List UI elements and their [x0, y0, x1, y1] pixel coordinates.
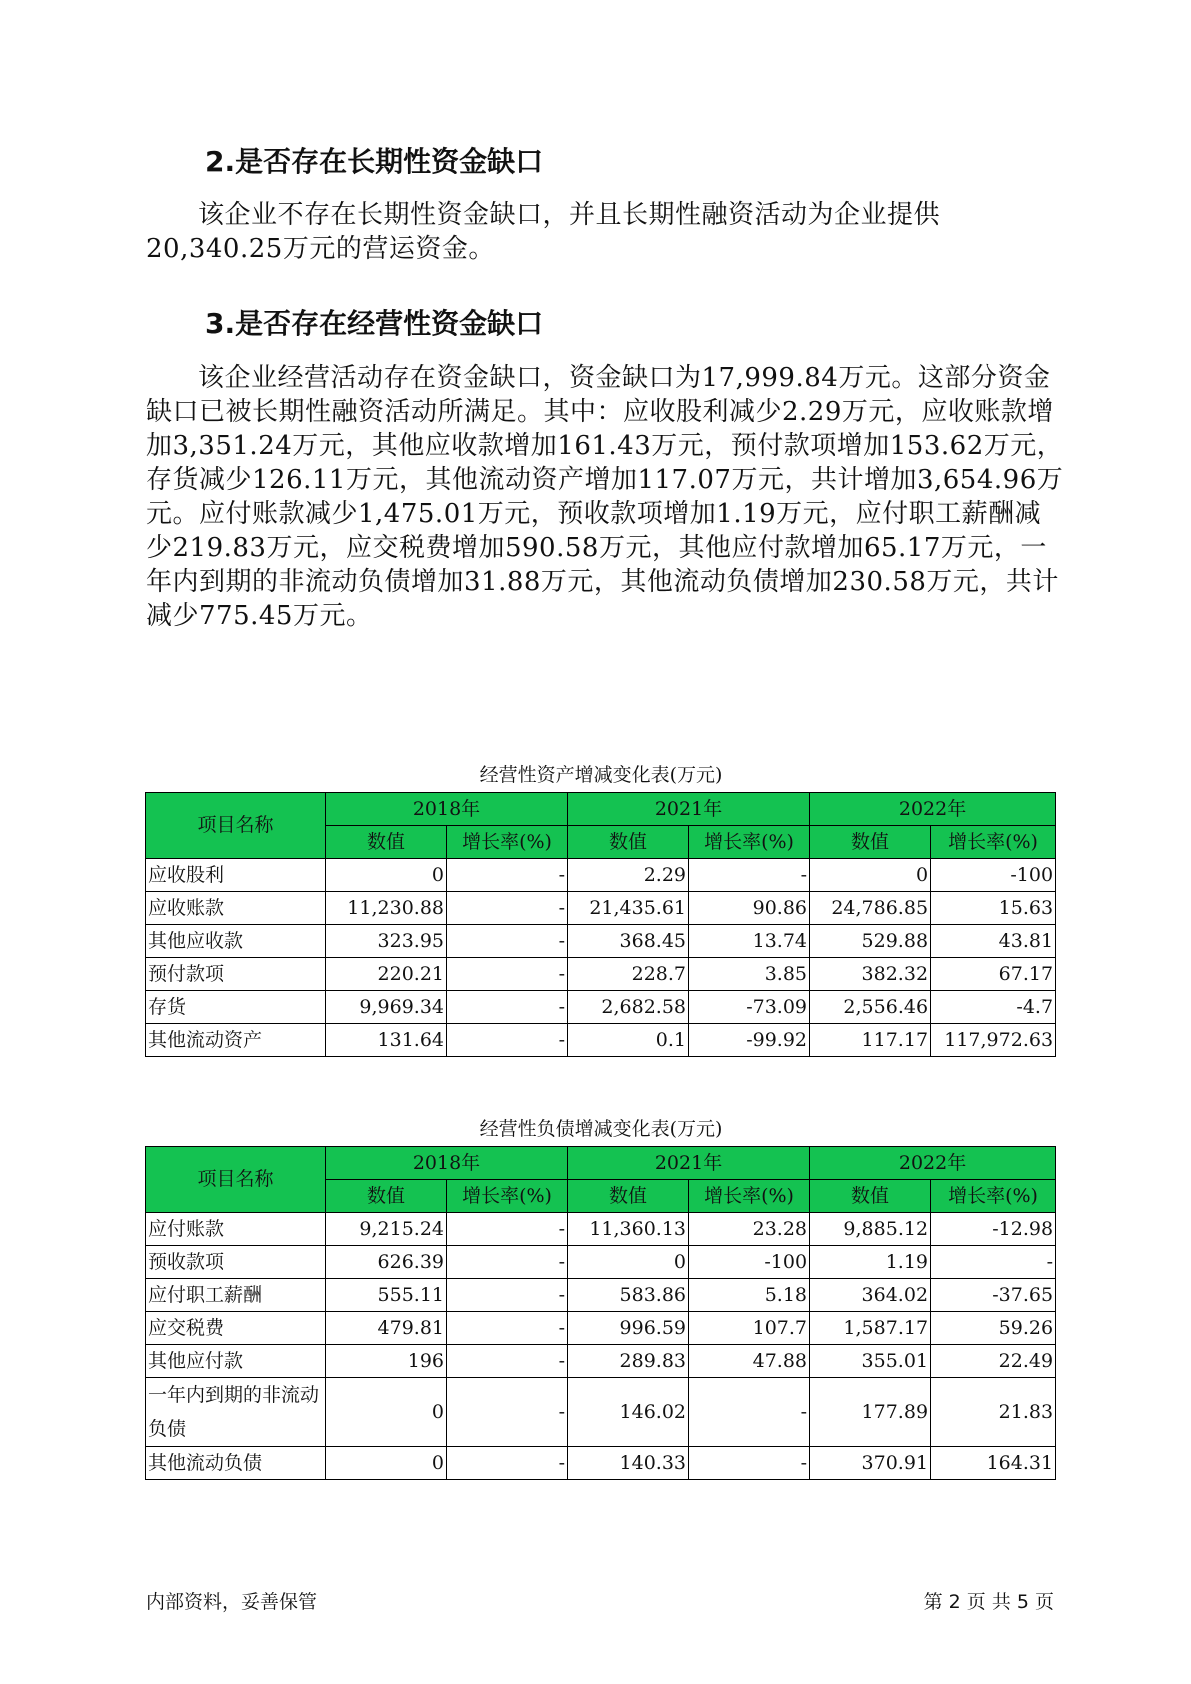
value-cell: 9,969.34 — [326, 991, 447, 1024]
value-cell: 2,556.46 — [810, 991, 931, 1024]
table-row — [146, 1378, 1056, 1447]
growth-rate-header: 增长率(%) — [447, 1180, 568, 1213]
growth-rate-cell: - — [447, 958, 568, 991]
growth-rate-cell: 59.26 — [931, 1312, 1056, 1345]
value-cell: 583.86 — [568, 1279, 689, 1312]
growth-rate-cell: - — [447, 1246, 568, 1279]
value-cell: 0 — [568, 1246, 689, 1279]
value-cell: 529.88 — [810, 925, 931, 958]
value-cell: 11,360.13 — [568, 1213, 689, 1246]
year-header: 2018年 — [326, 793, 568, 826]
operating-liabilities-table — [145, 1146, 1056, 1480]
confidential-note: 内部资料，妥善保管 — [146, 1591, 318, 1613]
growth-rate-header: 增长率(%) — [931, 1180, 1056, 1213]
growth-rate-cell: -100 — [689, 1246, 810, 1279]
value-header: 数值 — [810, 826, 931, 859]
year-header: 2021年 — [568, 793, 810, 826]
value-cell: 0 — [326, 1378, 447, 1447]
value-cell: 140.33 — [568, 1447, 689, 1480]
growth-rate-cell: - — [447, 1024, 568, 1057]
value-cell: 0 — [810, 859, 931, 892]
value-header: 数值 — [326, 1180, 447, 1213]
section-2-body: 该企业不存在长期性资金缺口，并且长期性融资活动为企业提供20,340.25万元的营运资金。 — [146, 200, 941, 264]
growth-rate-header: 增长率(%) — [931, 826, 1056, 859]
growth-rate-cell: 22.49 — [931, 1345, 1056, 1378]
table-2-caption: 经营性负债增减变化表(万元) — [479, 1118, 723, 1140]
item-name-header: 项目名称 — [146, 793, 326, 859]
growth-rate-cell: 23.28 — [689, 1213, 810, 1246]
value-cell: 117.17 — [810, 1024, 931, 1057]
row-label: 应付账款 — [146, 1213, 326, 1246]
page-number: 第 2 页 共 5 页 — [923, 1591, 1054, 1613]
growth-rate-cell: -100 — [931, 859, 1056, 892]
table-row — [146, 991, 1056, 1024]
value-cell: 1,587.17 — [810, 1312, 931, 1345]
growth-rate-cell: - — [689, 1447, 810, 1480]
value-cell: 21,435.61 — [568, 892, 689, 925]
year-header: 2021年 — [568, 1147, 810, 1180]
value-cell: 323.95 — [326, 925, 447, 958]
value-cell: 177.89 — [810, 1378, 931, 1447]
value-cell: 220.21 — [326, 958, 447, 991]
value-header: 数值 — [326, 826, 447, 859]
table-row — [146, 859, 1056, 892]
growth-rate-cell: - — [447, 1312, 568, 1345]
table-row — [146, 958, 1056, 991]
row-label: 一年内到期的非流动负债 — [146, 1378, 326, 1447]
growth-rate-header: 增长率(%) — [689, 1180, 810, 1213]
row-label: 其他应收款 — [146, 925, 326, 958]
table-row — [146, 1345, 1056, 1378]
value-cell: 2,682.58 — [568, 991, 689, 1024]
growth-rate-cell: 47.88 — [689, 1345, 810, 1378]
value-cell: 382.32 — [810, 958, 931, 991]
growth-rate-cell: - — [447, 1345, 568, 1378]
table-row — [146, 1024, 1056, 1057]
growth-rate-cell: 90.86 — [689, 892, 810, 925]
growth-rate-cell: -4.7 — [931, 991, 1056, 1024]
value-cell: 228.7 — [568, 958, 689, 991]
section-3-heading: 3.是否存在经营性资金缺口 — [205, 307, 544, 340]
value-header: 数值 — [568, 1180, 689, 1213]
growth-rate-cell: 107.7 — [689, 1312, 810, 1345]
growth-rate-cell: - — [931, 1246, 1056, 1279]
table-row — [146, 1279, 1056, 1312]
growth-rate-cell: 117,972.63 — [931, 1024, 1056, 1057]
value-cell: 2.29 — [568, 859, 689, 892]
table-row — [146, 892, 1056, 925]
value-cell: 370.91 — [810, 1447, 931, 1480]
row-label: 应付职工薪酬 — [146, 1279, 326, 1312]
growth-rate-cell: 5.18 — [689, 1279, 810, 1312]
value-cell: 0 — [326, 1447, 447, 1480]
growth-rate-cell: - — [689, 859, 810, 892]
row-label: 其他流动负债 — [146, 1447, 326, 1480]
row-label: 预收款项 — [146, 1246, 326, 1279]
growth-rate-cell: - — [447, 1447, 568, 1480]
growth-rate-cell: -73.09 — [689, 991, 810, 1024]
value-header: 数值 — [568, 826, 689, 859]
growth-rate-cell: - — [447, 1279, 568, 1312]
row-label: 预付款项 — [146, 958, 326, 991]
table-1-caption: 经营性资产增减变化表(万元) — [479, 764, 723, 786]
growth-rate-cell: 3.85 — [689, 958, 810, 991]
row-label: 存货 — [146, 991, 326, 1024]
value-cell: 0.1 — [568, 1024, 689, 1057]
growth-rate-cell: - — [447, 859, 568, 892]
year-header: 2022年 — [810, 793, 1056, 826]
growth-rate-cell: -37.65 — [931, 1279, 1056, 1312]
value-cell: 9,215.24 — [326, 1213, 447, 1246]
growth-rate-cell: - — [447, 892, 568, 925]
table-row — [146, 1213, 1056, 1246]
operating-assets-table — [145, 792, 1056, 1057]
value-cell: 9,885.12 — [810, 1213, 931, 1246]
growth-rate-cell: 164.31 — [931, 1447, 1056, 1480]
value-cell: 996.59 — [568, 1312, 689, 1345]
value-cell: 131.64 — [326, 1024, 447, 1057]
section-2-heading: 2.是否存在长期性资金缺口 — [205, 145, 544, 178]
growth-rate-cell: 21.83 — [931, 1378, 1056, 1447]
row-label: 应收账款 — [146, 892, 326, 925]
item-name-header: 项目名称 — [146, 1147, 326, 1213]
growth-rate-cell: -99.92 — [689, 1024, 810, 1057]
growth-rate-cell: - — [689, 1378, 810, 1447]
growth-rate-header: 增长率(%) — [447, 826, 568, 859]
growth-rate-cell: 43.81 — [931, 925, 1056, 958]
value-cell: 196 — [326, 1345, 447, 1378]
row-label: 其他应付款 — [146, 1345, 326, 1378]
row-label: 应收股利 — [146, 859, 326, 892]
growth-rate-cell: 67.17 — [931, 958, 1056, 991]
value-cell: 479.81 — [326, 1312, 447, 1345]
growth-rate-cell: 15.63 — [931, 892, 1056, 925]
row-label: 其他流动资产 — [146, 1024, 326, 1057]
value-cell: 355.01 — [810, 1345, 931, 1378]
growth-rate-cell: - — [447, 1378, 568, 1447]
growth-rate-cell: 13.74 — [689, 925, 810, 958]
table-row — [146, 1246, 1056, 1279]
year-header: 2018年 — [326, 1147, 568, 1180]
year-header: 2022年 — [810, 1147, 1056, 1180]
table-row — [146, 1312, 1056, 1345]
growth-rate-cell: - — [447, 991, 568, 1024]
table-row — [146, 1447, 1056, 1480]
growth-rate-cell: - — [447, 1213, 568, 1246]
value-cell: 555.11 — [326, 1279, 447, 1312]
table-row — [146, 925, 1056, 958]
value-cell: 24,786.85 — [810, 892, 931, 925]
value-cell: 289.83 — [568, 1345, 689, 1378]
value-cell: 1.19 — [810, 1246, 931, 1279]
growth-rate-header: 增长率(%) — [689, 826, 810, 859]
value-cell: 626.39 — [326, 1246, 447, 1279]
value-cell: 11,230.88 — [326, 892, 447, 925]
value-cell: 364.02 — [810, 1279, 931, 1312]
growth-rate-cell: -12.98 — [931, 1213, 1056, 1246]
value-cell: 0 — [326, 859, 447, 892]
value-cell: 146.02 — [568, 1378, 689, 1447]
value-header: 数值 — [810, 1180, 931, 1213]
growth-rate-cell: - — [447, 925, 568, 958]
value-cell: 368.45 — [568, 925, 689, 958]
row-label: 应交税费 — [146, 1312, 326, 1345]
section-3-body: 该企业经营活动存在资金缺口，资金缺口为17,999.84万元。这部分资金缺口已被长期性融资活动所满足。其中：应收股利减少2.29万元，应收账款增加3,351.24万元，其他应收款增加161.43万元，预付款项增加153.62万元，存货减少126.11万元，其他流动资产增加117.07万元，共计增加3,654.96万元。应付账款减少1,475.01万元，预收款项增加1.19万元，应付职工薪酬减少219.83万元，应交税费增加590.58万元，其他应付款增加65.17万元，一年内到期的非流动负债增加31.88万元，其他流动负债增加230.58万元，共计减少775.45万元。 — [146, 363, 1064, 631]
